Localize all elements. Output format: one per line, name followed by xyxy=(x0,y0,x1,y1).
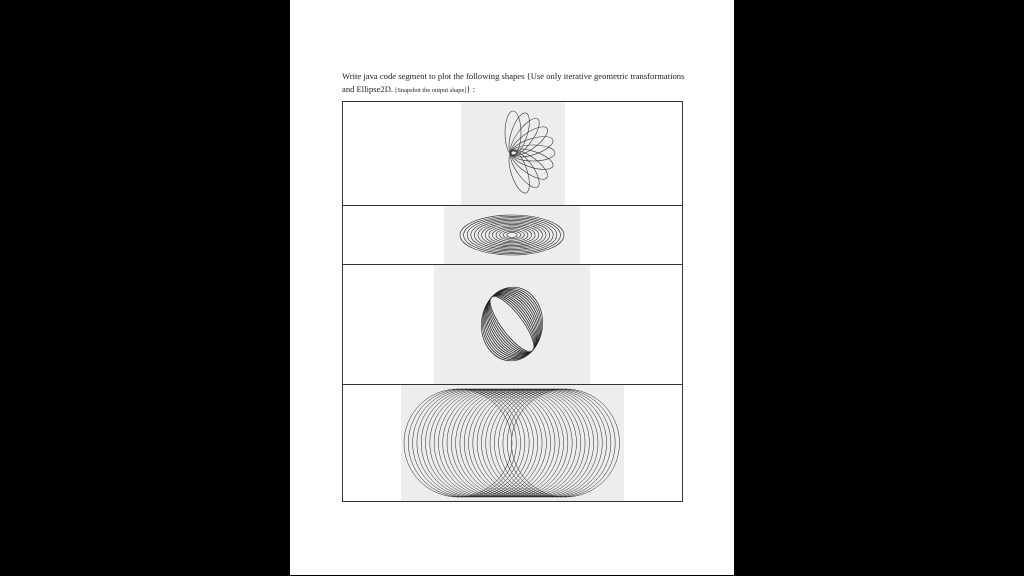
shapes-table xyxy=(342,101,683,502)
sheared-figure xyxy=(434,265,590,384)
shape-row-4 xyxy=(343,385,682,501)
sheared-ellipse xyxy=(470,274,554,375)
question-closing: } : xyxy=(466,84,476,94)
concentric-ellipses-shape xyxy=(444,206,580,264)
document-page xyxy=(290,0,734,575)
concentric-ellipse xyxy=(496,229,528,242)
sheared-ellipse xyxy=(473,277,551,371)
shape-row-2 xyxy=(343,206,682,265)
concentric-ellipse xyxy=(492,227,531,243)
shape-row-3 xyxy=(343,265,682,385)
concentric-ellipse xyxy=(482,223,543,247)
sheared-ellipse xyxy=(469,272,556,376)
flower-shape xyxy=(461,102,565,205)
flower-figure xyxy=(461,102,565,205)
concentric-ellipse xyxy=(471,219,553,251)
translated-circles-shape xyxy=(401,385,624,501)
question-note: [Snapshot the output shape] xyxy=(395,87,467,94)
concentric-ellipse xyxy=(485,224,539,245)
circles-figure xyxy=(401,385,624,501)
concentric-ellipse xyxy=(507,233,517,238)
question-text xyxy=(342,70,692,97)
question-main: Write java code segment to plot the following shapes {Use only iterative geometric transformations and Ellipse2D. xyxy=(342,71,685,94)
sheared-ellipse xyxy=(472,275,553,373)
sheared-ellipses-shape xyxy=(434,265,590,384)
sheared-ellipse xyxy=(480,285,544,363)
concentric-ellipse xyxy=(460,215,564,255)
concentric-figure xyxy=(444,206,580,264)
concentric-ellipse xyxy=(474,220,549,249)
shape-row-1 xyxy=(343,102,682,206)
sheared-ellipse xyxy=(474,278,549,369)
sheared-ellipse xyxy=(476,280,548,368)
